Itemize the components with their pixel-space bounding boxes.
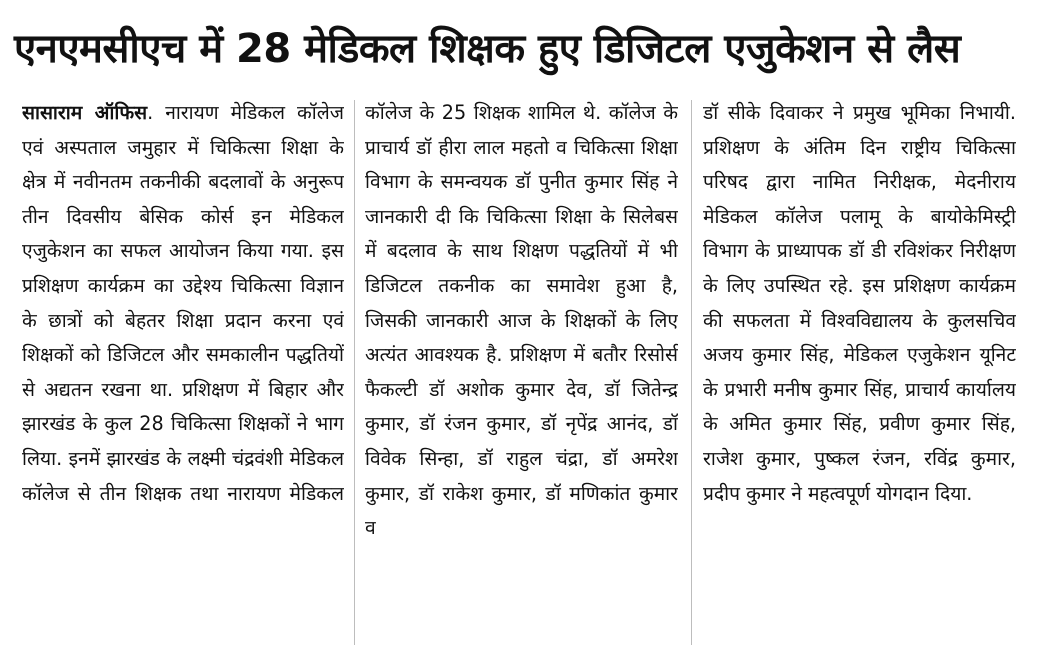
column-3-text: डॉ सीके दिवाकर ने प्रमुख भूमिका निभायी. प्रशिक्षण के अंतिम दिन राष्ट्रीय चिकित्सा परिषद द्वारा नामित निरीक्षक, मेदनीराय मेडिकल कॉलेज पलामू के बायोकेमिस्ट्री विभाग के प्राध्यापक डॉ डी रविशंकर निरीक्षण के लिए उपस्थित रहे. इस प्रशिक्षण कार्यक्रम की सफलता में विश्वविद्यालय के कुलसचिव अजय कुमार सिंह, मेडिकल एजुकेशन यूनिट के प्रभारी मनीष कुमार सिंह, प्राचार्य कार्यालय के अमित कुमार सिंह, प्रवीण कुमार सिंह, राजेश कुमार, पुष्कल रंजन, रविंद्र कुमार, प्रदीप कुमार ने महत्वपूर्ण योगदान दिया. [703, 101, 1016, 505]
column-1-text: . नारायण मेडिकल कॉलेज एवं अस्पताल जमुहार में चिकित्सा शिक्षा के क्षेत्र में नवीनतम तकनीकी बदलावों के अनुरूप तीन दिवसीय बेसिक कोर्स इन मेडिकल एजुकेशन का सफल आयोजन किया गया. इस प्रशिक्षण कार्यक्रम का उद्देश्य चिकित्सा विज्ञान के छात्रों को बेहतर शिक्षा प्रदान करना एवं शिक्षकों को डिजिटल और समकालीन पद्धतियों से अद्यतन रखना था. प्रशिक्षण में बिहार और झारखंड के कुल 28 चिकित्सा शिक्षकों ने भाग लिया. इनमें झारखंड के लक्ष्मी चंद्रवंशी मेडिकल कॉलेज से तीन शिक्षक तथा नारायण मेडिकल [22, 101, 344, 505]
column-divider [691, 100, 692, 645]
article-column-2 [365, 96, 678, 652]
article-headline: एनएमसीएच में 28 मेडिकल शिक्षक हुए डिजिटल एजुकेशन से लैस [14, 25, 961, 72]
article-column-1 [22, 96, 344, 652]
article-dateline: सासाराम ऑफिस [22, 101, 148, 124]
column-divider [354, 100, 355, 645]
column-2-text: कॉलेज के 25 शिक्षक शामिल थे. कॉलेज के प्राचार्य डॉ हीरा लाल महतो व चिकित्सा शिक्षा विभाग के समन्वयक डॉ पुनीत कुमार सिंह ने जानकारी दी कि चिकित्सा शिक्षा के सिलेबस में बदलाव के साथ शिक्षण पद्धतियों में भी डिजिटल तकनीक का समावेश हुआ है, जिसकी जानकारी आज के शिक्षकों के लिए अत्यंत आवश्यक है. प्रशिक्षण में बतौर रिसोर्स फैकल्टी डॉ अशोक कुमार देव, डॉ जितेन्द्र कुमार, डॉ रंजन कुमार, डॉ नृपेंद्र आनंद, डॉ विवेक सिन्हा, डॉ राहुल चंद्रा, डॉ अमरेश कुमार, डॉ राकेश कुमार, डॉ मणिकांत कुमार व [365, 101, 678, 540]
article-column-3 [703, 96, 1016, 652]
